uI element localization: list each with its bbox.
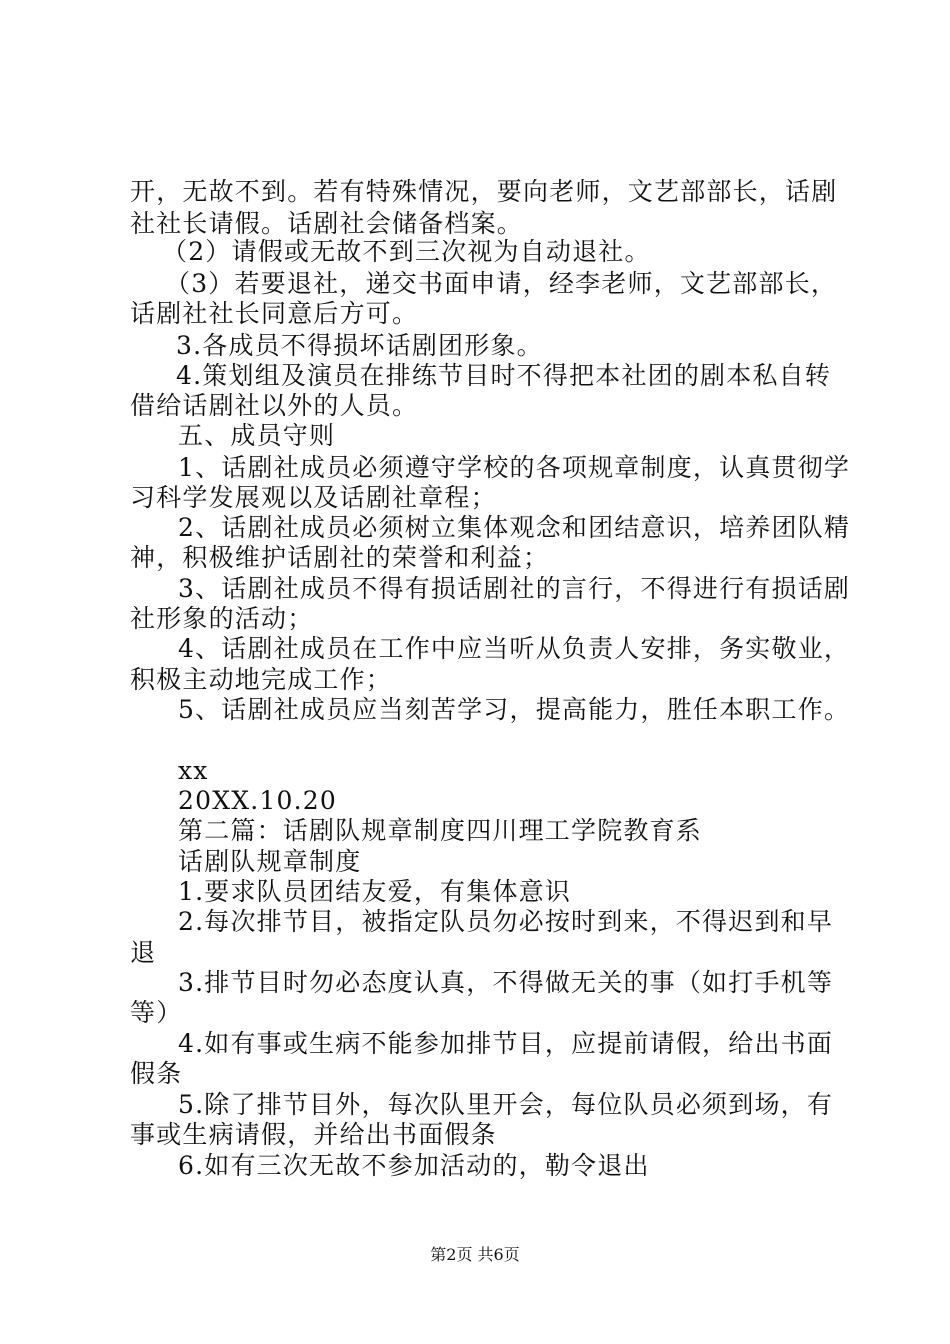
signature-date: 20XX.10.20 bbox=[178, 786, 337, 815]
text-line: 话剧社社长同意后方可。 bbox=[130, 299, 419, 328]
section-heading: 五、成员守则 bbox=[178, 421, 336, 450]
text-line: （2）请假或无故不到三次视为自动退社。 bbox=[162, 237, 651, 266]
text-line: 3.各成员不得损坏话剧团形象。 bbox=[176, 331, 543, 360]
text-line: 4、话剧社成员在工作中应当听从负责人安排，务实敬业， bbox=[178, 634, 851, 663]
text-line: 社社长请假。话剧社会储备档案。 bbox=[130, 209, 524, 238]
text-line: 神，积极维护话剧社的荣誉和利益； bbox=[130, 543, 550, 572]
signature-name: xx bbox=[178, 756, 209, 785]
text-line: 开，无故不到。若有特殊情况，要向老师，文艺部部长，话剧 bbox=[130, 177, 838, 206]
text-line: 4.策划组及演员在排练节目时不得把本社团的剧本私自转 bbox=[176, 361, 832, 390]
text-line: 2.每次排节目，被指定队员勿必按时到来，不得迟到和早 bbox=[178, 907, 834, 936]
text-line: 事或生病请假，并给出书面假条 bbox=[130, 1120, 497, 1149]
text-line: 社形象的活动； bbox=[130, 604, 314, 633]
text-line: 等） bbox=[130, 998, 183, 1027]
text-line: 3.排节目时勿必态度认真，不得做无关的事（如打手机等 bbox=[178, 968, 834, 997]
section-heading: 话剧队规章制度 bbox=[178, 847, 362, 876]
text-line: 2、话剧社成员必须树立集体观念和团结意识，培养团队精 bbox=[178, 513, 851, 542]
part-title: 第二篇：话剧队规章制度四川理工学院教育系 bbox=[178, 816, 703, 845]
text-line: 5、话剧社成员应当刻苦学习，提高能力，胜任本职工作。 bbox=[178, 695, 851, 724]
text-line: 3、话剧社成员不得有损话剧社的言行，不得进行有损话剧 bbox=[178, 574, 851, 603]
text-line: （3）若要退社，递交书面申请，经李老师，文艺部部长， bbox=[165, 269, 838, 298]
text-line: 积极主动地完成工作； bbox=[130, 665, 393, 694]
text-line: 退 bbox=[130, 938, 157, 967]
text-line: 1.要求队员团结友爱，有集体意识 bbox=[178, 877, 572, 906]
text-line: 5.除了排节目外，每次队里开会，每位队员必须到场，有 bbox=[178, 1090, 834, 1119]
text-line: 4.如有事或生病不能参加排节目，应提前请假，给出书面 bbox=[178, 1029, 834, 1058]
page-number-footer: 第2页 共6页 bbox=[430, 1245, 520, 1264]
text-line: 6.如有三次无故不参加活动的，勒令退出 bbox=[178, 1151, 650, 1180]
text-line: 习科学发展观以及话剧社章程； bbox=[130, 483, 497, 512]
text-line: 1、话剧社成员必须遵守学校的各项规章制度，认真贯彻学 bbox=[178, 453, 851, 482]
text-line: 假条 bbox=[130, 1059, 183, 1088]
text-line: 借给话剧社以外的人员。 bbox=[130, 391, 419, 420]
